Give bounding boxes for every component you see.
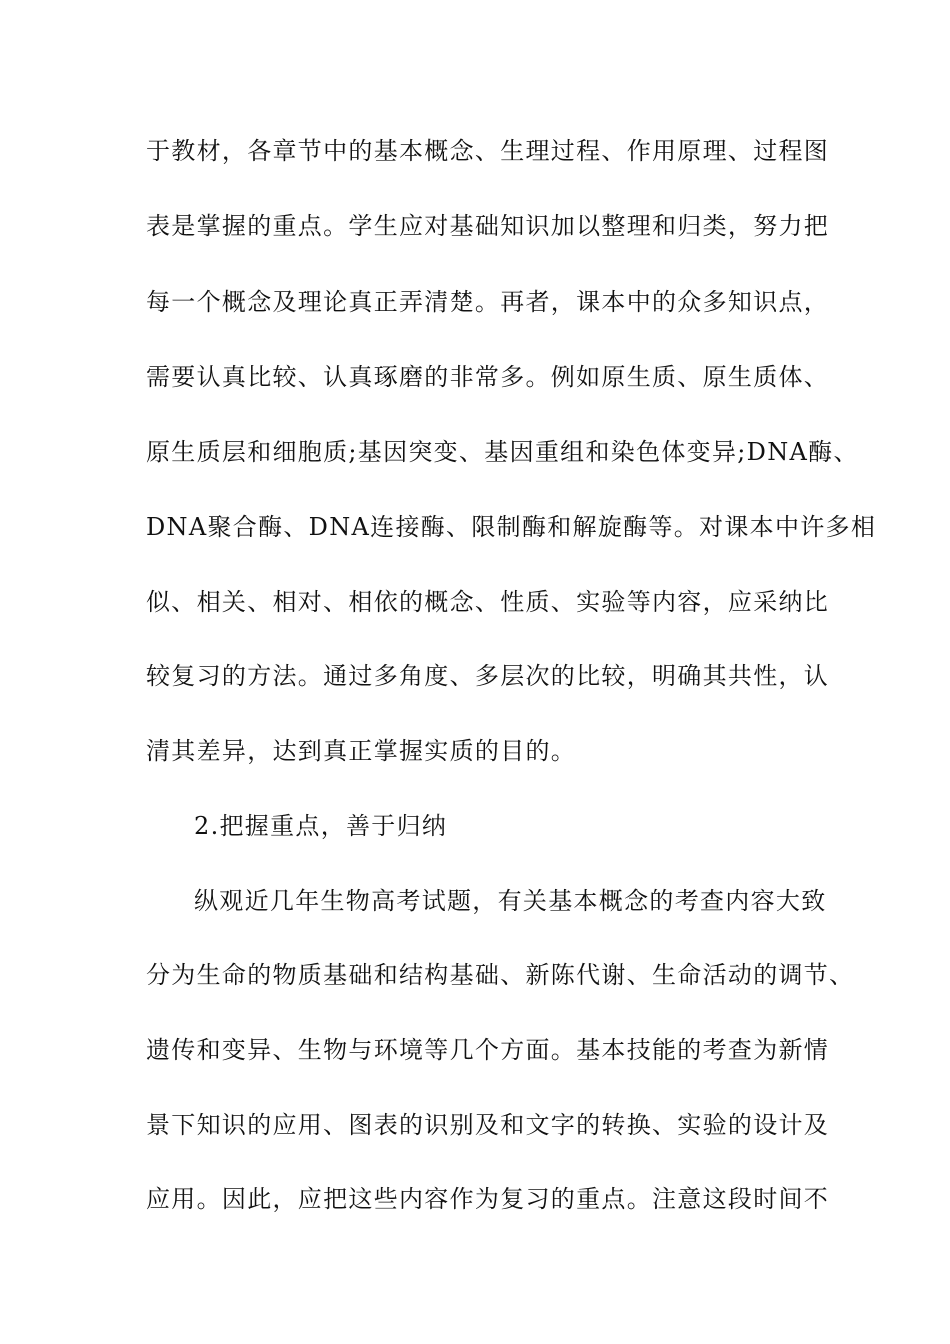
text-line: 较复习的方法。通过多角度、多层次的比较，明确其共性，认 bbox=[146, 662, 830, 690]
text-line: 分为生命的物质基础和结构基础、新陈代谢、生命活动的调节、 bbox=[146, 961, 855, 989]
text-line: 应用。因此，应把这些内容作为复习的重点。注意这段时间不 bbox=[146, 1185, 830, 1213]
text-line: 原生质层和细胞质;基因突变、基因重组和染色体变异;DNA酶、 bbox=[146, 438, 859, 466]
text-line: 表是掌握的重点。学生应对基础知识加以整理和归类，努力把 bbox=[146, 212, 830, 240]
text-line: 清其差异，达到真正掌握实质的目的。 bbox=[146, 737, 577, 765]
text-line: 纵观近几年生物高考试题，有关基本概念的考查内容大致 bbox=[194, 887, 827, 915]
text-line: DNA聚合酶、DNA连接酶、限制酶和解旋酶等。对课本中许多相 bbox=[146, 513, 877, 541]
text-line: 需要认真比较、认真琢磨的非常多。例如原生质、原生质体、 bbox=[146, 363, 830, 391]
text-line: 于教材，各章节中的基本概念、生理过程、作用原理、过程图 bbox=[146, 137, 830, 165]
text-line: 景下知识的应用、图表的识别及和文字的转换、实验的设计及 bbox=[146, 1111, 830, 1139]
text-line: 遗传和变异、生物与环境等几个方面。基本技能的考查为新情 bbox=[146, 1036, 830, 1064]
section-heading: 2.把握重点，善于归纳 bbox=[194, 812, 448, 840]
text-line: 每一个概念及理论真正弄清楚。再者，课本中的众多知识点， bbox=[146, 288, 830, 316]
text-line: 似、相关、相对、相依的概念、性质、实验等内容，应采纳比 bbox=[146, 588, 830, 616]
